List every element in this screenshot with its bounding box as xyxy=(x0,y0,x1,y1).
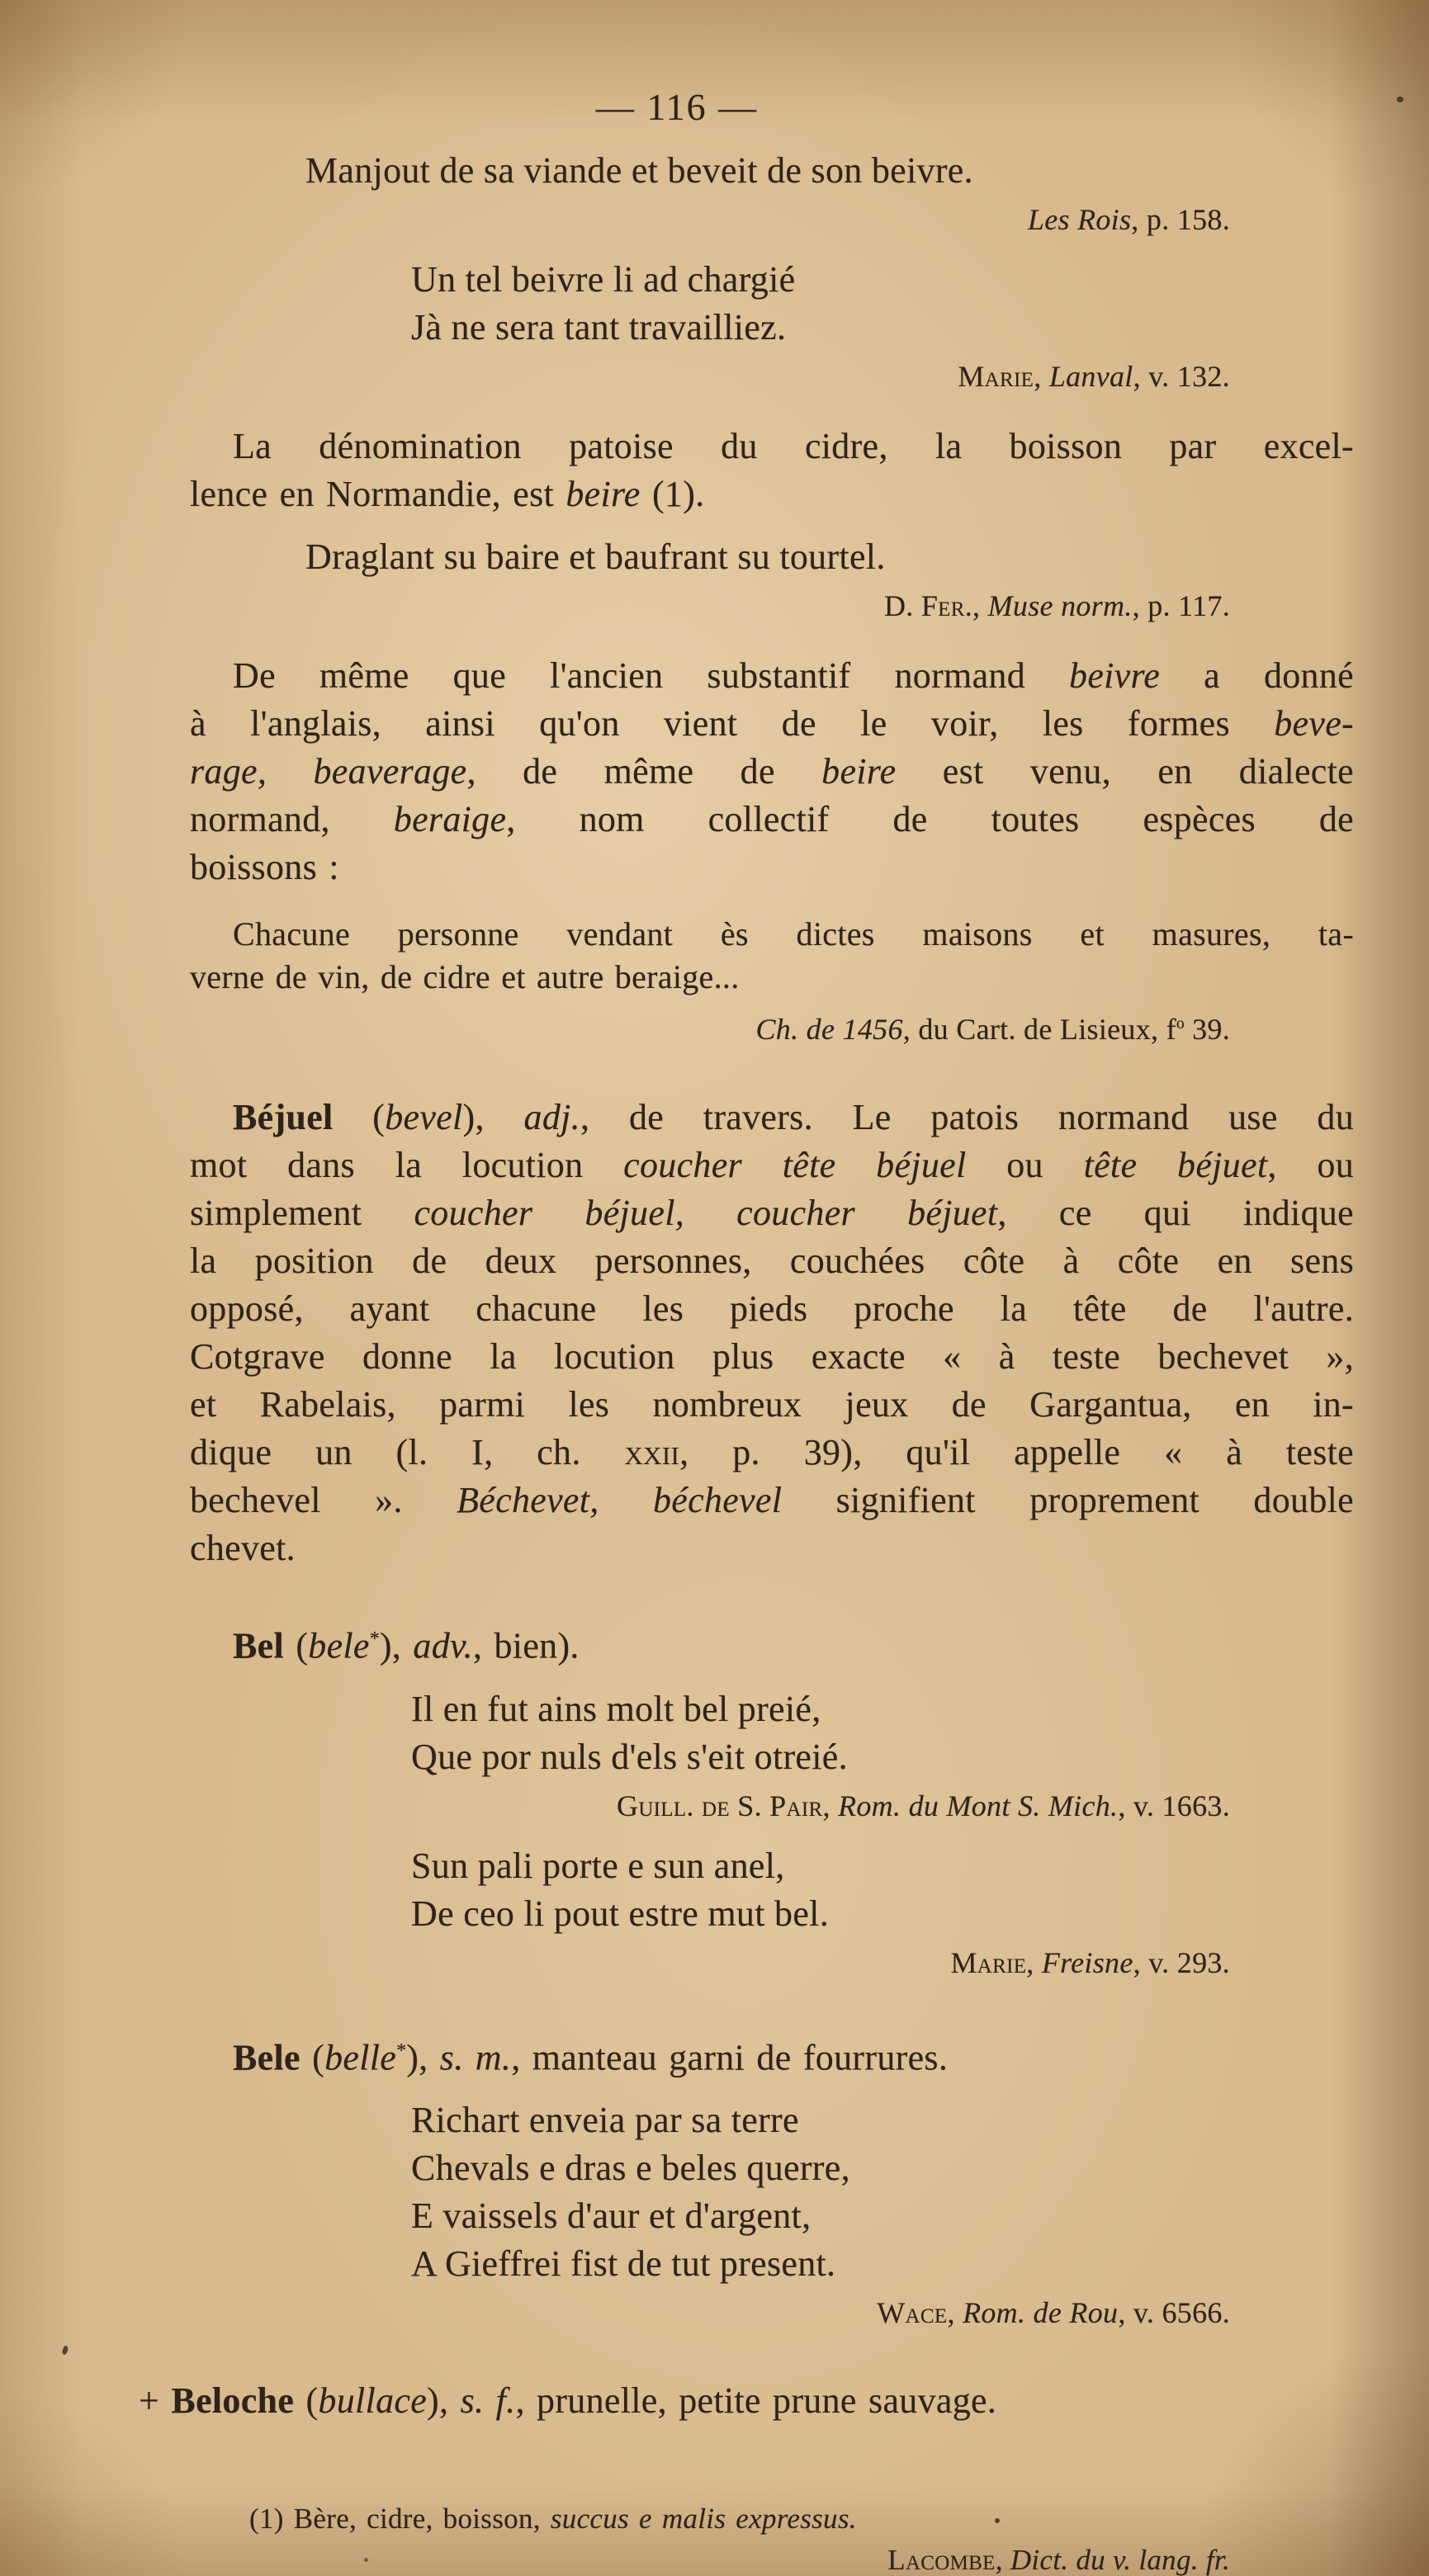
text-run: ( xyxy=(284,1625,309,1666)
dictionary-entry xyxy=(139,2377,1354,2425)
text-run: , de même de xyxy=(466,751,822,792)
text-line xyxy=(206,2499,1354,2539)
text-run: Chacune personne vendant ès dictes maisons et masures, ta- xyxy=(233,915,1354,952)
text-run: (1) Bère, cidre, boisson, xyxy=(249,2503,551,2536)
text-run: à l'anglais, ainsi qu'on vient de le voir, les formes xyxy=(190,703,1275,744)
text-run: a donné xyxy=(1160,655,1354,696)
text-run: , v. 1663. xyxy=(1118,1789,1230,1822)
text-run: ), xyxy=(427,2380,461,2422)
verse-quote xyxy=(190,256,1354,352)
page-content xyxy=(139,83,1355,2576)
text-run: Richart enveia par sa terre xyxy=(411,2100,799,2141)
verse-quote xyxy=(190,533,1354,581)
dictionary-entry xyxy=(190,1094,1354,1572)
text-run: , de travers. Le patois normand use du xyxy=(580,1097,1354,1137)
text-run: normand, xyxy=(190,799,394,839)
text-run: , nom collectif de toutes espèces de xyxy=(506,799,1355,839)
text-run: (1). xyxy=(640,474,705,514)
text-run: , bien). xyxy=(472,1625,580,1666)
paper-speck xyxy=(364,2558,368,2562)
source-citation xyxy=(190,584,1354,627)
text-run: Lacombe xyxy=(887,2544,996,2576)
verse-quote xyxy=(190,1685,1354,1781)
text-run: rage, beaverage xyxy=(190,751,467,792)
text-run: chevet. xyxy=(190,1528,296,1568)
text-run: Ch. de 1456 xyxy=(755,1013,903,1046)
text-run: ( xyxy=(333,1097,386,1137)
text-run: Guill. de S. Pair xyxy=(617,1789,823,1822)
body-paragraph xyxy=(190,423,1354,518)
text-run: * xyxy=(369,1628,380,1650)
text-run: bullace xyxy=(318,2380,428,2422)
text-line xyxy=(305,533,1354,581)
text-run: s. m. xyxy=(439,2037,512,2078)
headword: Béjuel xyxy=(233,1097,334,1137)
text-line xyxy=(190,748,1354,796)
body-paragraph xyxy=(190,652,1354,891)
text-run: bechevel ». xyxy=(190,1480,457,1520)
text-line xyxy=(190,1429,1354,1477)
text-line xyxy=(190,1237,1354,1285)
page-text xyxy=(139,147,1355,2576)
footnote xyxy=(190,2499,1354,2539)
source-citation xyxy=(190,1002,1354,1051)
source-citation xyxy=(190,1941,1354,1984)
verse-quote xyxy=(190,147,1354,195)
text-run: bevel xyxy=(385,1097,463,1137)
paper-speck xyxy=(995,2518,1000,2523)
text-run: ou xyxy=(966,1145,1084,1185)
source-citation xyxy=(190,1784,1354,1827)
text-run: Marie xyxy=(950,1945,1027,1979)
text-run: Draglant su baire et baufrant su tourtel. xyxy=(305,536,886,577)
dictionary-entry xyxy=(190,1615,1354,1671)
text-run: , ce qui indique xyxy=(997,1193,1355,1233)
source-citation xyxy=(190,355,1354,398)
text-line xyxy=(190,470,1354,518)
text-run: , manteau garni de fourrures. xyxy=(511,2037,949,2078)
page-number: — 116 — xyxy=(595,86,759,128)
text-run: lence en Normandie, est xyxy=(190,474,566,514)
text-line xyxy=(190,1141,1354,1189)
text-line xyxy=(190,913,1354,956)
text-run: coucher tête béjuel xyxy=(623,1145,967,1185)
text-run: , xyxy=(1026,1945,1042,1979)
text-run: adv. xyxy=(413,1625,473,1666)
text-line xyxy=(411,1685,1354,1733)
text-run: signifient proprement double xyxy=(782,1480,1354,1520)
text-run: beivre xyxy=(1069,655,1161,696)
text-run: Wace xyxy=(877,2296,948,2330)
text-line xyxy=(190,1333,1354,1381)
text-run: , du Cart. de Lisieux, f xyxy=(902,1013,1176,1046)
text-run: Freisne xyxy=(1041,1945,1133,1979)
text-run: , v. 293. xyxy=(1133,1945,1230,1979)
text-run: , xyxy=(972,589,988,622)
text-run: Que por nuls d'els s'eit otreié. xyxy=(411,1736,848,1777)
text-line xyxy=(190,1615,1354,1671)
text-run: boissons : xyxy=(190,847,339,887)
text-line xyxy=(411,1733,1354,1781)
text-run: + xyxy=(139,2380,172,2422)
text-line xyxy=(190,796,1354,844)
text-run: est venu, en dialecte xyxy=(896,751,1354,792)
paper-speck xyxy=(1397,97,1403,102)
text-run: Rom. de Rou xyxy=(963,2296,1119,2330)
text-run: , v. 132. xyxy=(1133,360,1230,393)
text-run: Manjout de sa viande et beveit de son beivre. xyxy=(305,150,973,191)
text-run: ( xyxy=(294,2380,319,2422)
text-run: Jà ne sera tant travailliez. xyxy=(411,307,787,347)
text-run: ), xyxy=(406,2037,440,2078)
text-line xyxy=(190,844,1354,891)
text-line xyxy=(411,2240,1354,2288)
verse-quote xyxy=(190,2096,1354,2288)
text-line xyxy=(411,256,1354,304)
text-run: , xyxy=(1034,360,1049,393)
text-line xyxy=(411,1842,1354,1890)
text-line xyxy=(190,1381,1354,1429)
text-run: Marie xyxy=(958,360,1034,393)
paper-speck xyxy=(61,2345,69,2355)
text-run: beve- xyxy=(1274,703,1354,744)
text-run: coucher béjuel, coucher béjuet xyxy=(414,1193,998,1233)
text-run: , p. 158. xyxy=(1131,203,1230,236)
text-run: beraige xyxy=(393,799,507,839)
text-run: Dict. du v. lang. fr. xyxy=(1010,2544,1230,2576)
text-run: adj. xyxy=(523,1097,580,1137)
text-run: De même que l'ancien substantif normand xyxy=(233,655,1070,696)
text-run: opposé, ayant chacune les pieds proche la tête de l'autre. xyxy=(190,1288,1354,1329)
text-run: , p. 117. xyxy=(1132,589,1230,622)
text-run: Béchevet, béchevel xyxy=(457,1480,783,1520)
text-line xyxy=(190,423,1354,470)
text-line xyxy=(411,1890,1354,1938)
text-run: Sun pali porte e sun anel, xyxy=(411,1845,785,1886)
block-quote xyxy=(190,913,1354,999)
text-run: succus e malis expressus. xyxy=(550,2503,857,2536)
text-run: E vaissels d'aur et d'argent, xyxy=(411,2196,812,2237)
text-run: Cotgrave donne la locution plus exacte « à teste bechevet », xyxy=(190,1336,1354,1377)
text-line xyxy=(411,304,1354,352)
text-run: bele xyxy=(308,1625,370,1666)
source-citation xyxy=(190,2291,1354,2334)
text-run: beire xyxy=(821,751,897,792)
text-run: ), xyxy=(462,1097,524,1137)
text-line xyxy=(190,956,1354,999)
text-run: la position de deux personnes, couchées côte à côte en sens xyxy=(190,1241,1354,1281)
text-run: 39. xyxy=(1184,1013,1230,1046)
text-run: ), xyxy=(379,1625,414,1666)
text-line xyxy=(411,2144,1354,2192)
text-line xyxy=(190,1477,1354,1524)
text-line xyxy=(190,700,1354,748)
text-line xyxy=(190,1524,1354,1572)
text-run: simplement xyxy=(190,1193,414,1233)
text-line xyxy=(190,2027,1354,2082)
dictionary-entry xyxy=(190,2027,1354,2082)
text-line xyxy=(139,2377,1354,2425)
text-run: dique un (l. I, ch. xyxy=(190,1432,625,1472)
text-line xyxy=(190,1094,1354,1141)
text-run: Un tel beivre li ad chargié xyxy=(411,259,796,300)
text-run: D. Fer. xyxy=(883,589,973,622)
text-run: mot dans la locution xyxy=(190,1145,624,1185)
text-run: La dénomination patoise du cidre, la boisson par excel- xyxy=(233,426,1354,466)
text-run: s. f. xyxy=(460,2380,516,2422)
text-run: Les Rois xyxy=(1027,203,1132,236)
text-run: De ceo li pout estre mut bel. xyxy=(411,1893,829,1934)
text-line xyxy=(411,2192,1354,2240)
text-run: Il en fut ains molt bel preié, xyxy=(411,1688,821,1729)
text-run: et Rabelais, parmi les nombreux jeux de Gargantua, en in- xyxy=(190,1384,1354,1425)
headword: Beloche xyxy=(171,2380,295,2422)
text-run: , xyxy=(947,2296,963,2330)
text-run: , v. 6566. xyxy=(1118,2296,1230,2330)
verse-quote xyxy=(190,1842,1354,1938)
text-run: , xyxy=(822,1789,839,1822)
headword: Bel xyxy=(233,1625,285,1666)
text-run: , p. 39), qu'il appelle « à teste xyxy=(679,1432,1354,1472)
text-run: , prunelle, petite prune sauvage. xyxy=(515,2380,997,2422)
text-line xyxy=(190,1189,1354,1237)
text-line xyxy=(411,2096,1354,2144)
text-run: Lanval xyxy=(1048,360,1133,393)
text-run: * xyxy=(396,2039,407,2062)
text-run: A Gieffrei fist de tut present. xyxy=(411,2243,836,2285)
text-run: verne de vin, de cidre et autre beraige... xyxy=(190,958,740,995)
text-run: , xyxy=(995,2544,1010,2576)
source-citation xyxy=(190,198,1354,241)
text-run: xxii xyxy=(624,1432,680,1472)
text-run: tête béjuet xyxy=(1083,1145,1268,1185)
text-run: Chevals e dras e beles querre, xyxy=(411,2148,850,2189)
text-line xyxy=(305,147,1354,195)
text-run: , ou xyxy=(1267,1145,1354,1185)
text-run: belle xyxy=(324,2037,397,2078)
text-run: o xyxy=(1176,1014,1185,1033)
text-run: beire xyxy=(565,474,641,514)
text-run: Muse norm. xyxy=(987,589,1133,622)
text-line xyxy=(190,1285,1354,1333)
headword: Bele xyxy=(233,2037,300,2078)
text-run: Rom. du Mont S. Mich. xyxy=(838,1789,1119,1822)
text-line xyxy=(190,652,1354,700)
text-run: ( xyxy=(300,2037,325,2078)
